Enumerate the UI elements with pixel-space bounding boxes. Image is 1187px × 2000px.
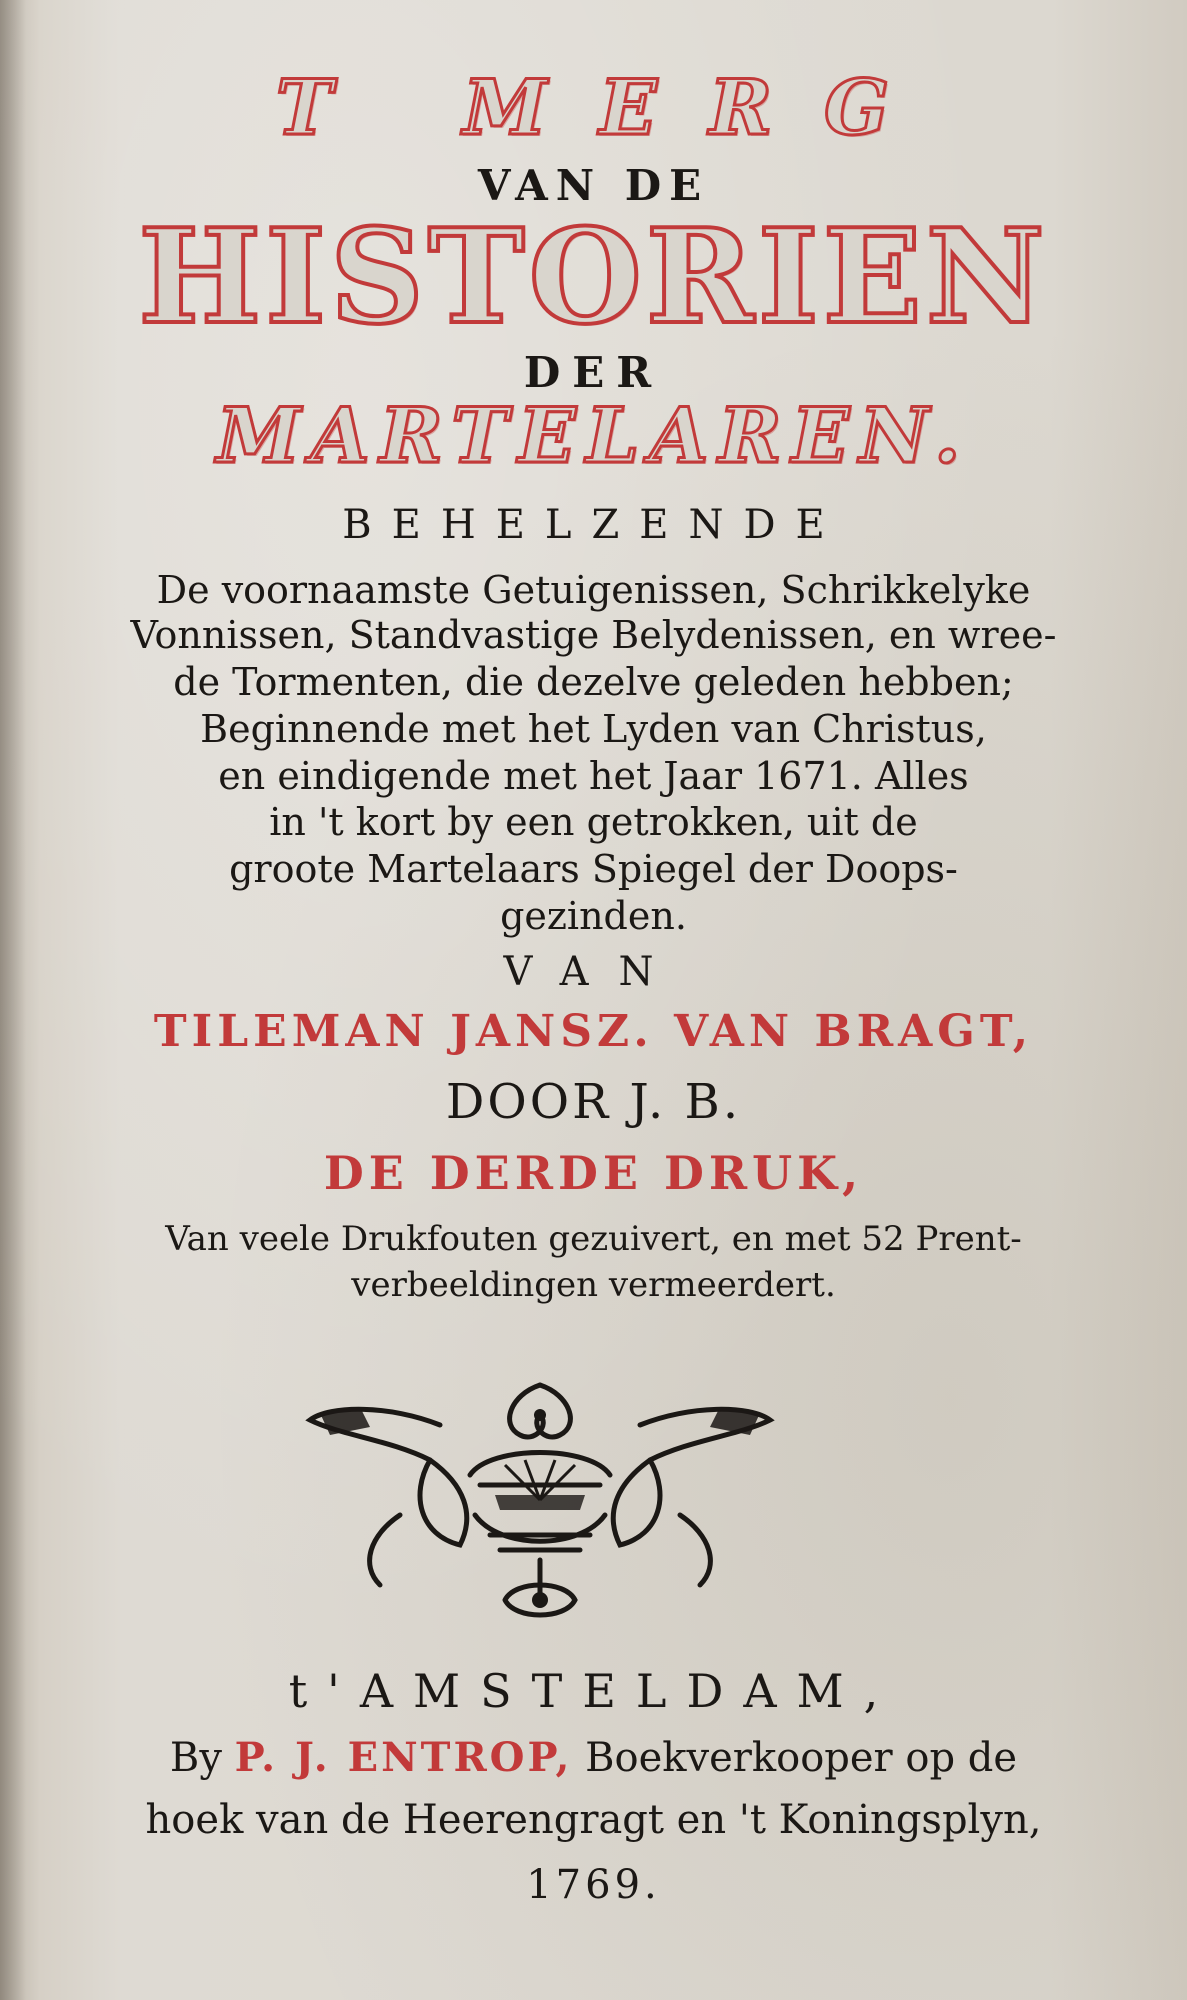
title-t-merg: T MERG	[275, 63, 942, 152]
title-der: DER	[523, 348, 664, 397]
description-line: De voornaamste Getuigenissen, Schrikkelyke	[156, 568, 1031, 612]
publisher-trade: Boekverkooper op de	[585, 1735, 1018, 1781]
imprint-city: t'AMSTELDAM,	[288, 1664, 899, 1718]
description-line: gezinden.	[500, 894, 687, 938]
edition-note-line: Van veele Drukfouten gezuivert, en met 52 Prent-	[165, 1219, 1022, 1259]
description-line: groote Martelaars Spiegel der Doops-	[229, 847, 958, 891]
imprint-address: hoek van de Heerengragt en 't Koningsplyn,	[145, 1797, 1042, 1843]
imprint-publisher-line	[0, 1734, 1187, 1781]
title-historien: HISTORIEN	[138, 200, 1049, 353]
description-line: Beginnende met het Lyden van Christus,	[200, 707, 987, 751]
edition-statement: DE DERDE DRUK,	[323, 1146, 864, 1200]
author-name: TILEMAN JANSZ. VAN BRAGT,	[153, 1006, 1034, 1057]
title-van-de: VAN DE	[477, 161, 710, 210]
byline-van: VAN	[503, 949, 684, 995]
editor-door: DOOR J. B.	[445, 1074, 742, 1130]
imprint-by: By	[169, 1735, 222, 1781]
subtitle-behelzende: BEHELZENDE	[342, 502, 845, 548]
description-line: Vonnissen, Standvastige Belydenissen, en wree-	[130, 613, 1057, 657]
edition-note-line: verbeeldingen vermeerdert.	[351, 1265, 836, 1305]
description-line: en eindigende met het Jaar 1671. Alles	[218, 754, 969, 798]
imprint-year: 1769.	[526, 1862, 661, 1908]
description-line: in 't kort by een getrokken, uit de	[269, 800, 918, 844]
title-martelaren: MARTELAREN.	[216, 391, 971, 480]
description-line: de Tormenten, die dezelve geleden hebben;	[173, 660, 1014, 704]
decorative-vignette-icon	[300, 1365, 780, 1635]
publisher-name: P. J. ENTROP,	[234, 1734, 573, 1781]
